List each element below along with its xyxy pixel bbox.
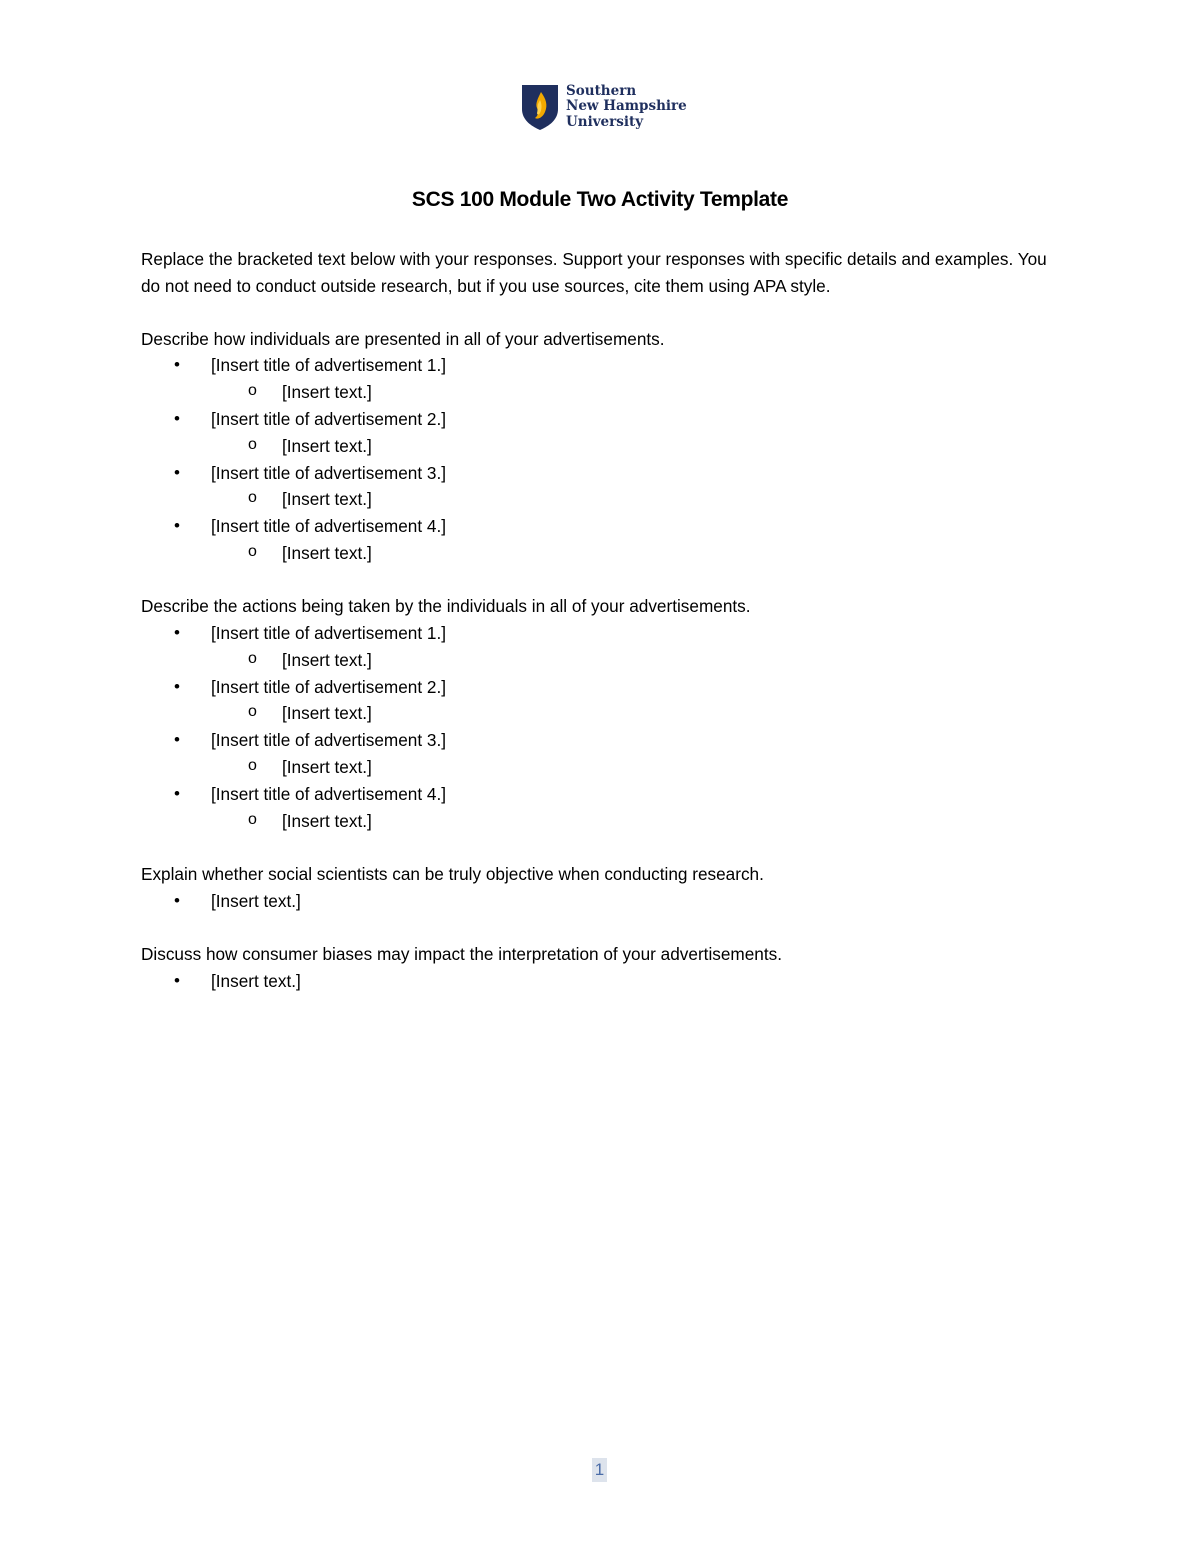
list-item — [141, 352, 1061, 406]
advertisement-title-placeholder[interactable]: [Insert title of advertisement 1.] — [211, 355, 447, 376]
text-placeholder[interactable]: [Insert text.] — [282, 703, 372, 724]
text-placeholder[interactable]: [Insert text.] — [282, 757, 372, 778]
sub-list-item — [211, 433, 1061, 460]
list-item — [141, 888, 1061, 915]
list-item — [141, 727, 1061, 781]
sub-bullet-list — [211, 754, 1061, 781]
list-item — [141, 781, 1061, 835]
sub-list-item — [211, 754, 1061, 781]
logo-line-1: Southern — [566, 82, 637, 99]
logo-wordmark — [566, 84, 687, 131]
sub-bullet-list — [211, 647, 1061, 674]
list-item — [141, 406, 1061, 460]
sub-bullet-marker: o — [248, 489, 257, 507]
sub-list-item — [211, 808, 1061, 835]
bullet-list — [141, 352, 1061, 566]
advertisement-title-placeholder[interactable]: [Insert title of advertisement 2.] — [211, 676, 447, 697]
text-placeholder[interactable]: [Insert text.] — [282, 542, 372, 563]
bullet-list — [141, 888, 1061, 915]
text-placeholder[interactable]: [Insert text.] — [211, 970, 301, 991]
advertisement-title-placeholder[interactable]: [Insert title of advertisement 1.] — [211, 623, 447, 644]
snhu-logo — [520, 83, 687, 131]
instructions-paragraph: Replace the bracketed text below with your responses. Support your responses with specific details and examples. You do not need to conduct outside research, but if you use sources, cite them using APA style. — [141, 249, 1047, 296]
question-prompt: Describe how individuals are presented in all of your advertisements. — [141, 328, 665, 349]
question-section-3 — [141, 861, 1061, 915]
document-body — [141, 246, 1061, 1021]
list-item — [141, 674, 1061, 728]
sub-bullet-list — [211, 808, 1061, 835]
sub-bullet-marker: o — [248, 703, 257, 721]
question-prompt: Discuss how consumer biases may impact the interpretation of your advertisements. — [141, 944, 782, 965]
bullet-marker: • — [174, 783, 180, 803]
text-placeholder[interactable]: [Insert text.] — [282, 489, 372, 510]
sub-bullet-marker: o — [248, 810, 257, 828]
bullet-marker: • — [174, 730, 180, 750]
advertisement-title-placeholder[interactable]: [Insert title of advertisement 4.] — [211, 516, 447, 537]
page-number: 1 — [592, 1458, 607, 1482]
bullet-marker: • — [174, 408, 180, 428]
advertisement-title-placeholder[interactable]: [Insert title of advertisement 3.] — [211, 462, 447, 483]
sub-bullet-marker: o — [248, 649, 257, 667]
sub-bullet-marker: o — [248, 542, 257, 560]
list-item — [141, 460, 1061, 514]
sub-bullet-list — [211, 700, 1061, 727]
sub-list-item — [211, 486, 1061, 513]
sub-list-item — [211, 540, 1061, 567]
list-item — [141, 513, 1061, 567]
shield-flame-icon — [520, 83, 560, 131]
bullet-marker: • — [174, 516, 180, 536]
bullet-marker: • — [174, 623, 180, 643]
sub-bullet-list — [211, 379, 1061, 406]
sub-bullet-list — [211, 433, 1061, 460]
advertisement-title-placeholder[interactable]: [Insert title of advertisement 4.] — [211, 783, 447, 804]
sub-list-item — [211, 379, 1061, 406]
advertisement-title-placeholder[interactable]: [Insert title of advertisement 3.] — [211, 730, 447, 751]
text-placeholder[interactable]: [Insert text.] — [282, 435, 372, 456]
sub-list-item — [211, 647, 1061, 674]
question-section-4 — [141, 941, 1061, 995]
sub-bullet-marker: o — [248, 382, 257, 400]
text-placeholder[interactable]: [Insert text.] — [282, 810, 372, 831]
bullet-marker: • — [174, 462, 180, 482]
list-item — [141, 968, 1061, 995]
bullet-list — [141, 620, 1061, 834]
text-placeholder[interactable]: [Insert text.] — [282, 649, 372, 670]
bullet-marker: • — [174, 355, 180, 375]
bullet-list — [141, 968, 1061, 995]
text-placeholder[interactable]: [Insert text.] — [211, 890, 301, 911]
advertisement-title-placeholder[interactable]: [Insert title of advertisement 2.] — [211, 408, 447, 429]
bullet-marker: • — [174, 676, 180, 696]
logo-line-3: University — [566, 113, 644, 130]
sub-bullet-marker: o — [248, 757, 257, 775]
question-prompt: Explain whether social scientists can be truly objective when conducting research. — [141, 863, 764, 884]
text-placeholder[interactable]: [Insert text.] — [282, 382, 372, 403]
bullet-marker: • — [174, 890, 180, 910]
sub-bullet-marker: o — [248, 435, 257, 453]
document-title: SCS 100 Module Two Activity Template — [411, 188, 789, 211]
sub-bullet-list — [211, 486, 1061, 513]
question-section-1 — [141, 326, 1061, 567]
sub-list-item — [211, 700, 1061, 727]
bullet-marker: • — [174, 970, 180, 990]
list-item — [141, 620, 1061, 674]
question-prompt: Describe the actions being taken by the individuals in all of your advertisements. — [141, 596, 751, 617]
question-section-2 — [141, 593, 1061, 834]
logo-line-2: New Hampshire — [566, 98, 687, 115]
sub-bullet-list — [211, 540, 1061, 567]
